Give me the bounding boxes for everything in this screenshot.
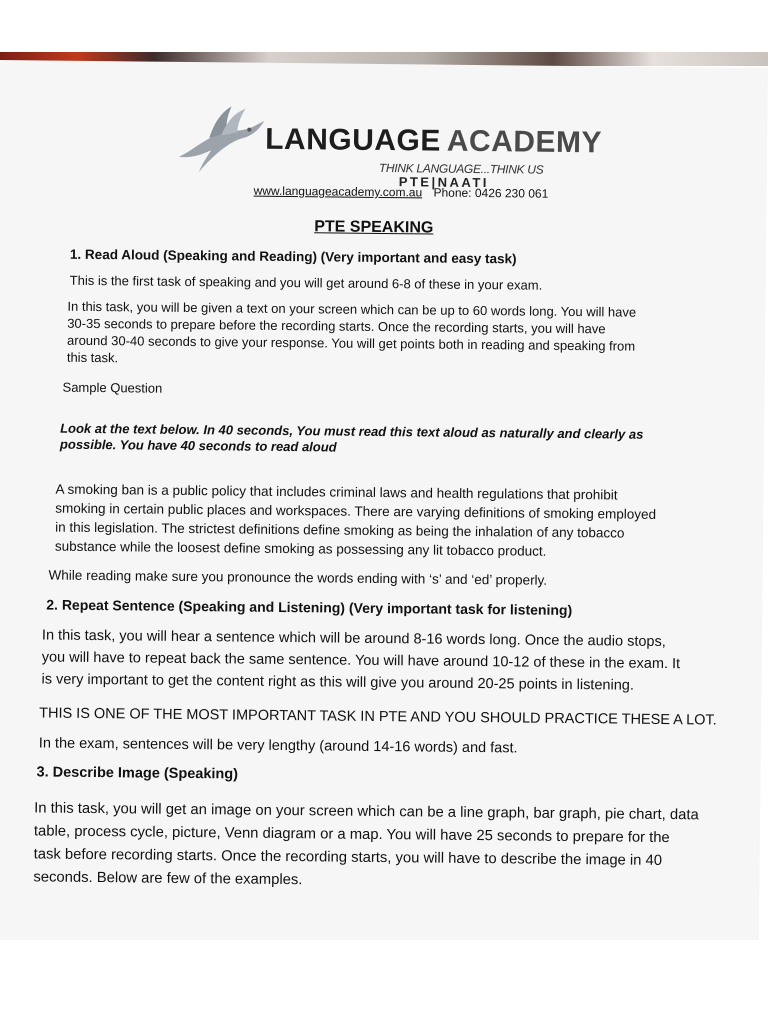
sample-question-label: Sample Question xyxy=(62,379,163,396)
passage-line: smoking in certain public places and workspaces. There are varying definitions of smoking employed xyxy=(55,500,657,522)
passage-line: A smoking ban is a public policy that includes criminal laws and health regulations that prohibit xyxy=(55,481,618,503)
section2-para-line: is very important to get the content right as this will give you around 20-25 points in listening. xyxy=(41,671,634,694)
reading-tip: While reading make sure you pronounce the words ending with ‘s’ and ‘ed’ properly. xyxy=(48,567,548,588)
logo-subtitle: PTE|NAATI xyxy=(398,174,490,191)
section1-para-line: this task. xyxy=(66,349,119,366)
instruction-line: Look at the text below. In 40 seconds, You must read this text aloud as naturally and clearly as xyxy=(60,420,644,442)
phone-number: Phone: 0426 230 061 xyxy=(433,185,549,201)
section2-emphasis: THIS IS ONE OF THE MOST IMPORTANT TASK IN PTE AND YOU SHOULD PRACTICE THESE A LOT. xyxy=(39,705,717,729)
section1-intro: This is the first task of speaking and you will get around 6-8 of these in your exam. xyxy=(69,272,543,293)
brand-name: LANGUAGE ACADEMY xyxy=(265,122,603,160)
section3-heading: 3. Describe Image (Speaking) xyxy=(36,764,239,783)
website-link[interactable]: www.languageacademy.com.au xyxy=(253,183,423,200)
section2-heading: 2. Repeat Sentence (Speaking and Listening) (Very important task for listening) xyxy=(46,596,573,619)
section3-para-line: task before recording starts. Once the recording starts, you will have to describe the image in 40 xyxy=(33,846,663,869)
section2-note: In the exam, sentences will be very lengthy (around 14-16 words) and fast. xyxy=(38,735,518,757)
logo xyxy=(169,102,603,196)
page-title: PTE SPEAKING xyxy=(314,218,434,237)
section3-para-line: In this task, you will get an image on your screen which can be a line graph, bar graph, pie chart, data xyxy=(34,800,699,824)
section2-para-line: In this task, you will hear a sentence which will be around 8-16 words long. Once the audio stops, xyxy=(41,627,666,651)
instruction-line: possible. You have 40 seconds to read aloud xyxy=(59,436,337,455)
contact-line xyxy=(254,184,549,201)
photo-background-bottom xyxy=(0,940,768,1024)
passage-line: in this legislation. The strictest definitions define smoking as being the inhalation of any tobacco xyxy=(55,519,625,541)
section1-para-line: around 30-40 seconds to give your response. You will get points both in reading and speaking from xyxy=(66,332,636,354)
bird-icon xyxy=(169,102,270,183)
document-page xyxy=(0,60,768,948)
tagline: THINK LANGUAGE...THINK US xyxy=(378,160,544,177)
section2-para-line: you will have to repeat back the same sentence. You will have around 10-12 of these in the exam. It xyxy=(41,649,681,673)
section3-para-line: seconds. Below are few of the examples. xyxy=(33,869,303,889)
section3-para-line: table, process cycle, picture, Venn diagram or a map. You will have 25 seconds to prepare for the xyxy=(33,823,670,847)
section1-para-line: In this task, you will be given a text on your screen which can be up to 60 words long. You will have xyxy=(67,298,637,320)
section1-heading: 1. Read Aloud (Speaking and Reading) (Very important and easy task) xyxy=(69,246,517,267)
section1-para-line: 30-35 seconds to prepare before the recording starts. Once the recording starts, you will have xyxy=(67,315,606,337)
passage-line: substance while the loosest define smoking as possessing any lit tobacco product. xyxy=(54,538,547,559)
